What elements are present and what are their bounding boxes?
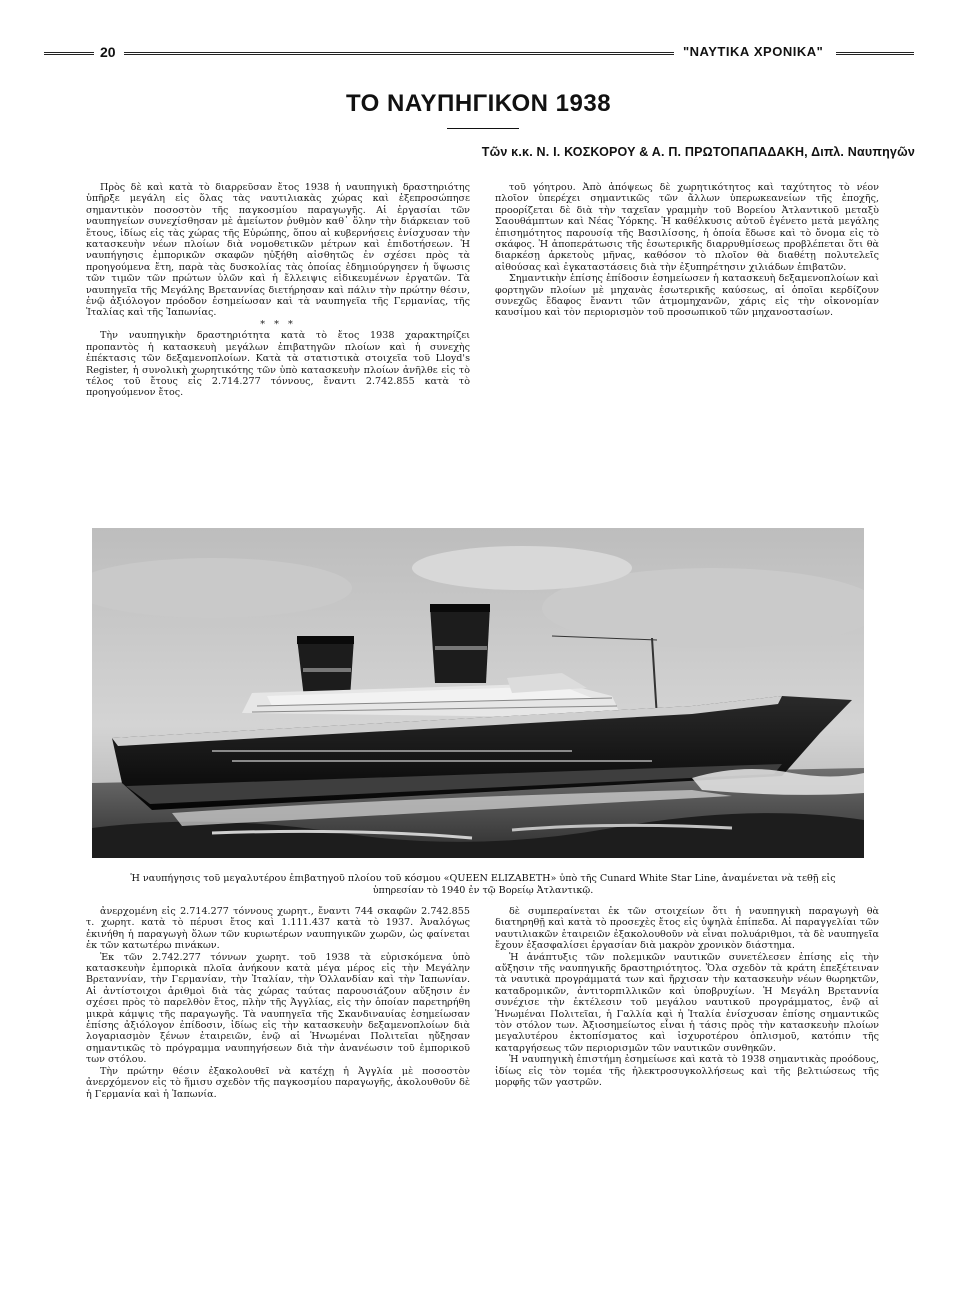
column-top-right xyxy=(495,182,879,520)
section-break: * * * xyxy=(260,318,296,330)
paragraph: Σημαντικὴν ἐπίσης ἐπίδοσιν ἐσημείωσεν ἡ κατασκευὴ δεξαμενοπλοίων καὶ φορτηγῶν πλοίων μὲ μηχανὰς ἐσωτερικῆς καύσεως, αἱ ὁποῖαι κερδίζουν συνεχῶς ἔδαφος ἔναντι τῶν ἀτμομηχανῶν, χάρις εἰς τὴν οἰκονομίαν καυσίμου καὶ τὸν περιορισμὸν τοῦ προσωπικοῦ τῶν μηχανοστασίων. xyxy=(495,273,879,319)
paragraph: Τὴν πρώτην θέσιν ἐξακολουθεῖ νὰ κατέχῃ ἡ Ἀγγλία μὲ ποσοστὸν ἀνερχόμενον εἰς τὸ ἥμισυ σχεδὸν τῆς παγκοσμίου παραγωγῆς, ἀκολουθοῦν δὲ ἡ Γερμανία καὶ ἡ Ἰαπωνία. xyxy=(86,1065,470,1100)
page-number: 20 xyxy=(100,44,116,60)
article-byline: Τῶν κ.κ. Ν. Ι. ΚΟΣΚΟΡΟΥ & Α. Π. ΠΡΩΤΟΠΑΠΑΔΑΚΗ, Διπλ. Ναυπηγῶν xyxy=(481,145,915,159)
column-bottom-left xyxy=(86,906,470,1254)
ship-drawing xyxy=(92,528,864,858)
running-title: "ΝΑΥΤΙΚΑ ΧΡΟΝΙΚΑ" xyxy=(683,44,824,59)
paragraph: Τὴν ναυπηγικὴν δραστηριότητα κατὰ τὸ ἔτος 1938 χαρακτηρίζει προπαντὸς ἡ κατασκευὴ μεγάλων ἐπιβατηγῶν πλοίων καὶ ἡ συνεχὴς ἐπέκτασις τῶν δεξαμενοπλοίων. Κατὰ τὰ στατιστικὰ στοιχεῖα τοῦ Lloyd's Register, ἡ συνολικὴ χωρητικότης τῶν ὑπὸ κατασκευὴν πλοίων ἀνῆλθε εἰς τὸ τέλος τοῦ ἔτους εἰς 2.714.277 τόννους, ἔναντι 2.742.855 κατὰ τὸ προηγούμενον ἔτος. xyxy=(86,330,470,399)
title-rule xyxy=(447,128,519,129)
article-title: ΤΟ ΝΑΥΠΗΓΙΚΟΝ 1938 xyxy=(345,90,612,117)
paragraph: Ἡ ἀνάπτυξις τῶν πολεμικῶν ναυτικῶν συνετέλεσεν ἐπίσης εἰς τὴν αὔξησιν τῆς ναυπηγικῆς δραστηριότητος. Ὅλα σχεδὸν τὰ κράτη ἐπεξέτειναν τὰ ναυτικὰ προγράμματά των καὶ ἤρχισαν τὴν κατασκευὴν νέων θωρηκτῶν, καταδρομικῶν, ἀντιτορπιλλικῶν καὶ ὑποβρυχίων. Ἡ Μεγάλη Βρεταννία συνέχισε τὴν ἐκτέλεσιν τοῦ μεγάλου ναυτικοῦ προγράμματος, ἐνῷ αἱ Ἡνωμέναι Πολιτεῖαι, ἡ Γαλλία καὶ ἡ Ἰταλία ἐνίσχυσαν ἐπίσης σημαντικῶς τὸν στόλον των. Ἀξιοσημείωτος εἶναι ἡ τάσις πρὸς τὴν κατασκευὴν πλοίων μεγαλυτέρου ἐκτοπίσματος καὶ ἰσχυροτέρου ὁπλισμοῦ, κατόπιν τῆς καταργήσεως τῶν περιορισμῶν τῶν ναυτικῶν συνθηκῶν. xyxy=(495,951,879,1054)
paragraph: δὲ συμπεραίνεται ἐκ τῶν στοιχείων ὅτι ἡ ναυπηγικὴ παραγωγὴ θὰ διατηρηθῇ καὶ κατὰ τὸ προσεχὲς ἔτος εἰς ὑψηλὰ ἐπίπεδα. Αἱ παραγγελίαι τῶν ναυτιλιακῶν ἑταιρειῶν ἐξακολουθοῦν νὰ εἶναι πολυάριθμοι, τὰ δὲ ναυπηγεῖα ἔχουν ἐξασφαλίσει ἐργασίαν διὰ μακρὸν χρονικὸν διάστημα. xyxy=(495,906,879,952)
column-bottom-right xyxy=(495,906,879,1254)
paragraph: Πρὸς δὲ καὶ κατὰ τὸ διαρρεῦσαν ἔτος 1938 ἡ ναυπηγικὴ δραστηριότης ὑπῆρξε μεγάλη εἰς ὅλας τὰς ναυτιλιακὰς χώρας καὶ ἐξεπροσώπησε σημαντικὸν ποσοστὸν τῆς παγκοσμίου παραγωγῆς. Αἱ ἐργασίαι τῶν ναυπηγείων συνεχίσθησαν μὲ ἀμείωτον ῥυθμὸν καθ᾽ ὅλην τὴν διάρκειαν τοῦ ἔτους, ἰδίως εἰς τὰς χώρας τῆς Εὐρώπης, ὅπου αἱ κυβερνήσεις ἐνίσχυσαν τὴν κατασκευὴν νέων πλοίων διὰ νομοθετικῶν μέτρων καὶ ἐπιδοτήσεων. Ἡ ναυπήγησις ἐμπορικῶν σκαφῶν ηὐξήθη αἰσθητῶς ἐν σχέσει πρὸς τὰ προηγούμενα ἔτη, παρὰ τὰς δυσκολίας τὰς ὁποίας ἐδημιούργησεν ἡ ὕψωσις τῶν τιμῶν τῶν πρώτων ὑλῶν καὶ ἡ ἔλλειψις εἰδικευμένων ἐργατῶν. Τὰ ναυπηγεῖα τῆς Μεγάλης Βρεταννίας διετήρησαν καὶ πάλιν τὴν πρώτην θέσιν, ἐνῷ ἀξιόλογον πρόοδον ἐσημείωσαν καὶ τὰ ναυπηγεῖα τῆς Γερμανίας, τῆς Ἰταλίας καὶ τῆς Ἰαπωνίας. xyxy=(86,182,470,319)
header-rule-right xyxy=(836,52,914,58)
header-rule-left xyxy=(44,52,94,58)
paragraph: Ἐκ τῶν 2.742.277 τόννων χωρητ. τοῦ 1938 τὰ εὑρισκόμενα ὑπὸ κατασκευὴν ἐμπορικὰ πλοῖα ἀνήκουν κατὰ μέγα μέρος εἰς τὴν Μεγάλην Βρεταννίαν, τὴν Γερμανίαν, τὴν Ἰταλίαν, τὴν Ὁλλανδίαν καὶ τὴν Ἰαπωνίαν. Αἱ ἀντίστοιχοι ἀριθμοὶ διὰ τὰς χώρας ταύτας παρουσιάζουν αὔξησιν ἐν σχέσει πρὸς τὸ παρελθὸν ἔτος, πλὴν τῆς Ἀγγλίας, εἰς τὴν ὁποίαν παρετηρήθη μικρὰ κάμψις τῆς παραγωγῆς. Τὰ ναυπηγεῖα τῆς Σκανδιναυίας ἐσημείωσαν ἐπίσης ἀξιόλογον ἐπίδοσιν, ἰδίως εἰς τὴν κατασκευὴν δεξαμενοπλοίων διὰ λογαριασμὸν ξένων ἐταιρειῶν, ἐνῷ αἱ Ἡνωμέναι Πολιτεῖαι ηὔξησαν σημαντικῶς τὸ πρόγραμμα ναυπηγήσεων διὰ τὴν ἀνανέωσιν τοῦ ἐμπορικοῦ των στόλου. xyxy=(86,951,470,1066)
paragraph: ἀνερχομένη εἰς 2.714.277 τόννους χωρητ., ἔναντι 744 σκαφῶν 2.742.855 τ. χωρητ. κατὰ τὸ πέρυσι ἔτος καὶ 1.111.437 κατὰ τὸ 1937. Ἀναλόγως ἐκινήθη ἡ παραγωγὴ ὅλων τῶν κυριωτέρων ναυπηγικῶν χωρῶν, ὡς φαίνεται ἐκ τῶν κατωτέρω πινάκων. xyxy=(86,906,470,952)
image-caption: Ἡ ναυπήγησις τοῦ μεγαλυτέρου ἐπιβατηγοῦ πλοίου τοῦ κόσμου «QUEEN ELIZABETH» ὑπὸ τῆς Cunard White Star Line, ἀναμένεται νὰ τεθῇ εἰς ὑπηρεσίαν τὸ 1940 ἐν τῷ Βορείῳ Ἀτλαντικῷ. xyxy=(130,873,836,896)
column-top-left xyxy=(86,182,470,520)
paragraph: Ἡ ναυπηγικὴ ἐπιστήμη ἐσημείωσε καὶ κατὰ τὸ 1938 σημαντικὰς προόδους, ἰδίως εἰς τὸν τομέα τῆς ἠλεκτροσυγκολλήσεως καὶ τῆς βελτιώσεως τῆς μορφῆς τῶν γαστρῶν. xyxy=(495,1054,879,1089)
ship-illustration xyxy=(92,528,864,858)
paragraph: τοῦ γόητρου. Ἀπὸ ἀπόψεως δὲ χωρητικότητος καὶ ταχύτητος τὸ νέον πλοῖον ὑπερέχει σημαντικῶς τῶν ἄλλων ὑπερωκεανείων τῆς ἐποχῆς, προορίζεται δὲ διὰ τὴν ταχεῖαν γραμμὴν τοῦ Βορείου Ἀτλαντικοῦ μεταξὺ Σαουθάμπτων καὶ Νέας Ὑόρκης. Ἡ καθέλκυσις αὐτοῦ ἐγένετο μετὰ μεγάλης ἐπισημότητος παρουσίᾳ τῆς Βασιλίσσης, ἡ ὁποία ἔδωσε καὶ τὸ ὄνομα εἰς τὸ σκάφος. Ἡ ἀποπεράτωσις τῆς ἐσωτερικῆς διαρρυθμίσεως προβλέπεται ὅτι θὰ διαρκέσῃ ἀρκετοὺς μῆνας, καθόσον τὸ πλοῖον θὰ διαθέτῃ πολυτελεῖς αἰθούσας καὶ ἐγκαταστάσεις διὰ τὴν ἐξυπηρέτησιν χιλιάδων ἐπιβατῶν. xyxy=(495,182,879,273)
header-rule-middle xyxy=(124,52,674,58)
